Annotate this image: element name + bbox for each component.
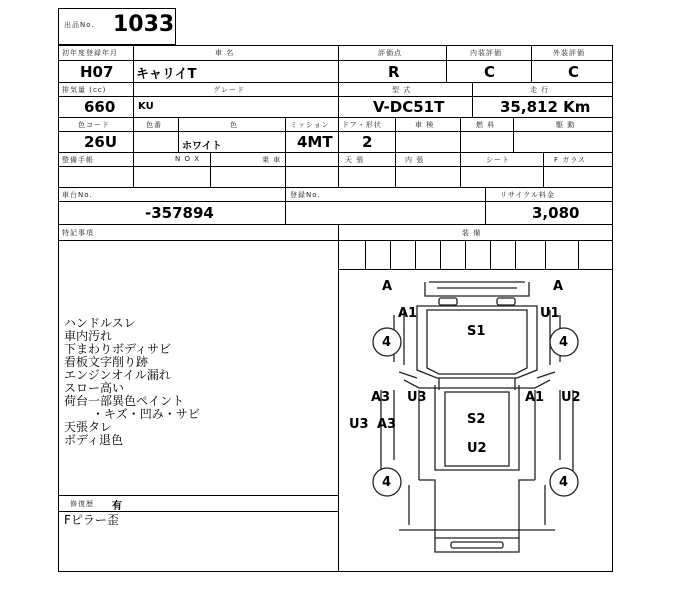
marker-top-left: A [382, 279, 393, 294]
marker-s1: S1 [467, 324, 486, 339]
wheel-rr: 4 [559, 475, 569, 490]
label-door-shape: ドア・形状 [342, 121, 382, 129]
note-item: エンジンオイル漏れ [64, 368, 171, 382]
label-color-code: 色コード [78, 121, 110, 129]
value-exterior: C [568, 63, 580, 81]
label-fglass: F ガラス [554, 156, 587, 164]
note-item: 車内汚れ [64, 329, 113, 343]
label-reg-year: 初年度登録年月 [62, 49, 118, 57]
value-door-shape: 2 [362, 133, 373, 151]
label-drive: 駆 動 [556, 121, 576, 129]
value-transmission: 4MT [297, 133, 333, 151]
label-exterior: 外装評価 [553, 49, 585, 57]
note-item: 荷台一部異色ペイント [64, 394, 185, 408]
label-parts: 修復歴 [70, 500, 94, 508]
marker-u3-far: U3 [349, 417, 369, 432]
note-item: ・キズ・凹み・サビ [92, 407, 200, 421]
value-score: R [388, 63, 400, 81]
marker-u1-right: U1 [540, 306, 560, 321]
label-grade: グレード [213, 86, 245, 94]
marker-u2-bottom: U2 [467, 441, 487, 456]
marker-u3-left: U3 [407, 390, 427, 405]
value-recycle: 3,080 [532, 204, 580, 222]
value-reg-year: H07 [80, 63, 114, 81]
label-equipment: 装 備 [462, 229, 482, 237]
label-color-no: 色番 [146, 121, 162, 129]
marker-a3-left: A3 [371, 390, 391, 405]
wheel-rl: 4 [382, 475, 392, 490]
label-mileage: 走 行 [530, 86, 550, 94]
value-interior: C [484, 63, 496, 81]
marker-u2-right: U2 [561, 390, 581, 405]
lot-number: 1033 [113, 12, 175, 37]
note-item: ハンドルスレ [64, 316, 136, 330]
label-reg-no: 登録No. [290, 191, 321, 199]
lot-label: 出品No. [64, 21, 95, 29]
label-seats: 乗 車 [262, 156, 282, 164]
label-nox: N O X [175, 155, 200, 163]
label-recycle: リサイクル料金 [500, 191, 556, 199]
value-mileage: 35,812 Km [500, 98, 591, 116]
value-chassis: -357894 [145, 204, 214, 222]
marker-s2: S2 [467, 412, 486, 427]
label-model-code: 型 式 [392, 86, 412, 94]
value-grade: KU [138, 101, 154, 112]
wheel-fr: 4 [559, 335, 569, 350]
label-fuel: 燃 料 [476, 121, 496, 129]
label-color: 色 [230, 121, 238, 129]
label-maintenance: 整備手帳 [62, 156, 94, 164]
label-inspection: 車 検 [415, 121, 435, 129]
note-item: 天張タレ [64, 420, 113, 434]
value-model-code: V-DC51T [373, 98, 445, 116]
value-displacement: 660 [84, 98, 116, 116]
label-notes: 特記事項 [62, 229, 94, 237]
value-color-code: 26U [84, 133, 118, 151]
value-car-name: キャリイT [136, 67, 197, 82]
marker-a1-left: A1 [398, 306, 418, 321]
marker-top-right: A [553, 279, 564, 294]
label-interior: 内装評価 [470, 49, 502, 57]
note-item: スロー高い [64, 381, 125, 395]
label-interior-b: 内 張 [405, 156, 425, 164]
value-parts: 有 [112, 501, 122, 512]
note-item: 看板文字削り跡 [64, 355, 149, 369]
wheel-fl: 4 [382, 335, 392, 350]
marker-a1-right: A1 [525, 390, 545, 405]
bottom-note: Fピラー歪 [64, 513, 119, 527]
label-displacement: 排気量 (cc) [62, 86, 107, 94]
label-chassis: 車台No. [62, 191, 93, 199]
note-item: ボディ退色 [64, 433, 124, 447]
label-score: 評価点 [378, 49, 402, 57]
marker-a3-far: A3 [377, 417, 397, 432]
label-seat: シート [486, 156, 510, 164]
label-car-name: 車 名 [215, 49, 235, 57]
note-item: 下まわりボディサビ [64, 342, 172, 356]
label-transmission: ミッション [290, 121, 330, 129]
label-sunroof: 天 張 [345, 156, 365, 164]
value-color: ホワイト [182, 141, 222, 152]
